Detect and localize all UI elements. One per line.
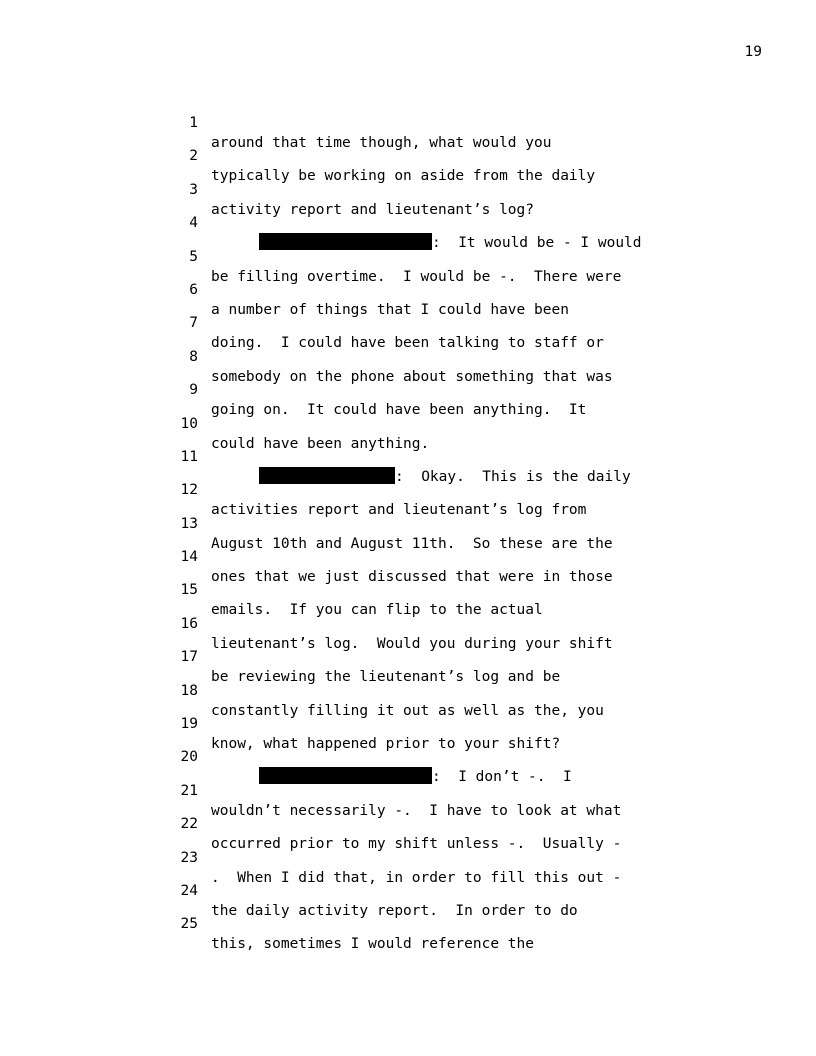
line-text: could have been anything. <box>211 435 430 452</box>
line-text: a number of things that I could have been <box>211 301 569 318</box>
line-number: 1 <box>189 115 198 131</box>
line-text: : I don’t -. I <box>432 769 572 786</box>
line-number: 10 <box>180 415 198 432</box>
line-text: around that time though, what would you <box>211 135 552 151</box>
line-text: going on. It could have been anything. It <box>211 402 587 419</box>
transcript-line <box>172 160 772 218</box>
line-text: lieutenant’s log. Would you during your shift <box>211 635 613 652</box>
transcript-line <box>172 694 772 753</box>
line-text: somebody on the phone about something that was <box>211 368 613 385</box>
line-text: : It would be - I would <box>432 235 642 252</box>
transcript-line <box>172 794 772 853</box>
line-text: occurred prior to my shift unless -. Usually - <box>211 836 622 853</box>
transcript-line <box>172 126 772 185</box>
line-number: 23 <box>180 849 198 866</box>
line-number: 9 <box>189 382 198 399</box>
line-number: 19 <box>180 716 198 733</box>
line-number: 18 <box>180 682 198 699</box>
line-text: the daily activity report. In order to do <box>211 902 578 919</box>
line-number: 16 <box>180 615 198 632</box>
transcript-line <box>172 761 772 819</box>
line-number: 3 <box>189 181 198 198</box>
transcript-line <box>172 494 772 552</box>
line-number: 4 <box>189 215 198 232</box>
line-number: 21 <box>180 782 198 799</box>
line-text: constantly filling it out as well as the, you <box>211 702 604 719</box>
line-text: August 10th and August 11th. So these are the <box>211 535 613 552</box>
line-text: . When I did that, in order to fill this out - <box>211 869 622 886</box>
transcript-line <box>172 260 772 318</box>
line-number: 5 <box>189 248 198 265</box>
line-text: this, sometimes I would reference the <box>211 936 535 953</box>
transcript-line <box>172 527 772 586</box>
line-number: 20 <box>180 749 198 766</box>
transcript-line <box>172 560 772 619</box>
line-number: 14 <box>180 549 198 566</box>
line-text: activity report and lieutenant’s log? <box>211 201 535 218</box>
transcript-line <box>172 394 772 452</box>
line-number: 12 <box>180 482 198 499</box>
line-text: : Okay. This is the daily <box>395 468 631 485</box>
transcript-line <box>172 727 772 786</box>
transcript-line <box>172 360 772 419</box>
transcript-line <box>172 861 772 919</box>
transcript-line <box>172 427 772 485</box>
page-number: 19 <box>744 44 762 60</box>
transcript-line <box>172 327 772 385</box>
line-number: 11 <box>180 448 198 465</box>
line-text: ones that we just discussed that were in those <box>211 569 613 586</box>
transcript-line <box>172 293 772 352</box>
line-number: 22 <box>180 816 198 833</box>
line-text: emails. If you can flip to the actual <box>211 602 543 619</box>
line-number: 7 <box>189 315 198 332</box>
line-text: be filling overtime. I would be -. There were <box>211 268 622 285</box>
line-text: wouldn’t necessarily -. I have to look at what <box>211 802 622 819</box>
line-number: 17 <box>180 649 198 666</box>
line-text: doing. I could have been talking to staff or <box>211 335 604 352</box>
line-number: 6 <box>189 281 198 298</box>
transcript-line <box>172 93 772 151</box>
transcript-line <box>172 460 772 519</box>
transcript-line <box>172 828 772 886</box>
transcript-body <box>172 93 772 953</box>
line-number: 25 <box>180 916 198 933</box>
transcript-line <box>172 661 772 719</box>
transcript-line <box>172 894 772 953</box>
line-text: be reviewing the lieutenant’s log and be <box>211 669 561 686</box>
line-text: typically be working on aside from the daily <box>211 168 596 185</box>
line-text: activities report and lieutenant’s log from <box>211 502 587 519</box>
line-number: 8 <box>189 348 198 365</box>
transcript-line <box>172 627 772 686</box>
transcript-line <box>172 594 772 652</box>
line-number: 24 <box>180 882 198 899</box>
line-text: know, what happened prior to your shift? <box>211 736 561 753</box>
line-number: 15 <box>180 582 198 599</box>
line-number: 2 <box>189 148 198 165</box>
line-number: 13 <box>180 515 198 532</box>
transcript-line <box>172 193 772 252</box>
transcript-line <box>172 227 772 285</box>
